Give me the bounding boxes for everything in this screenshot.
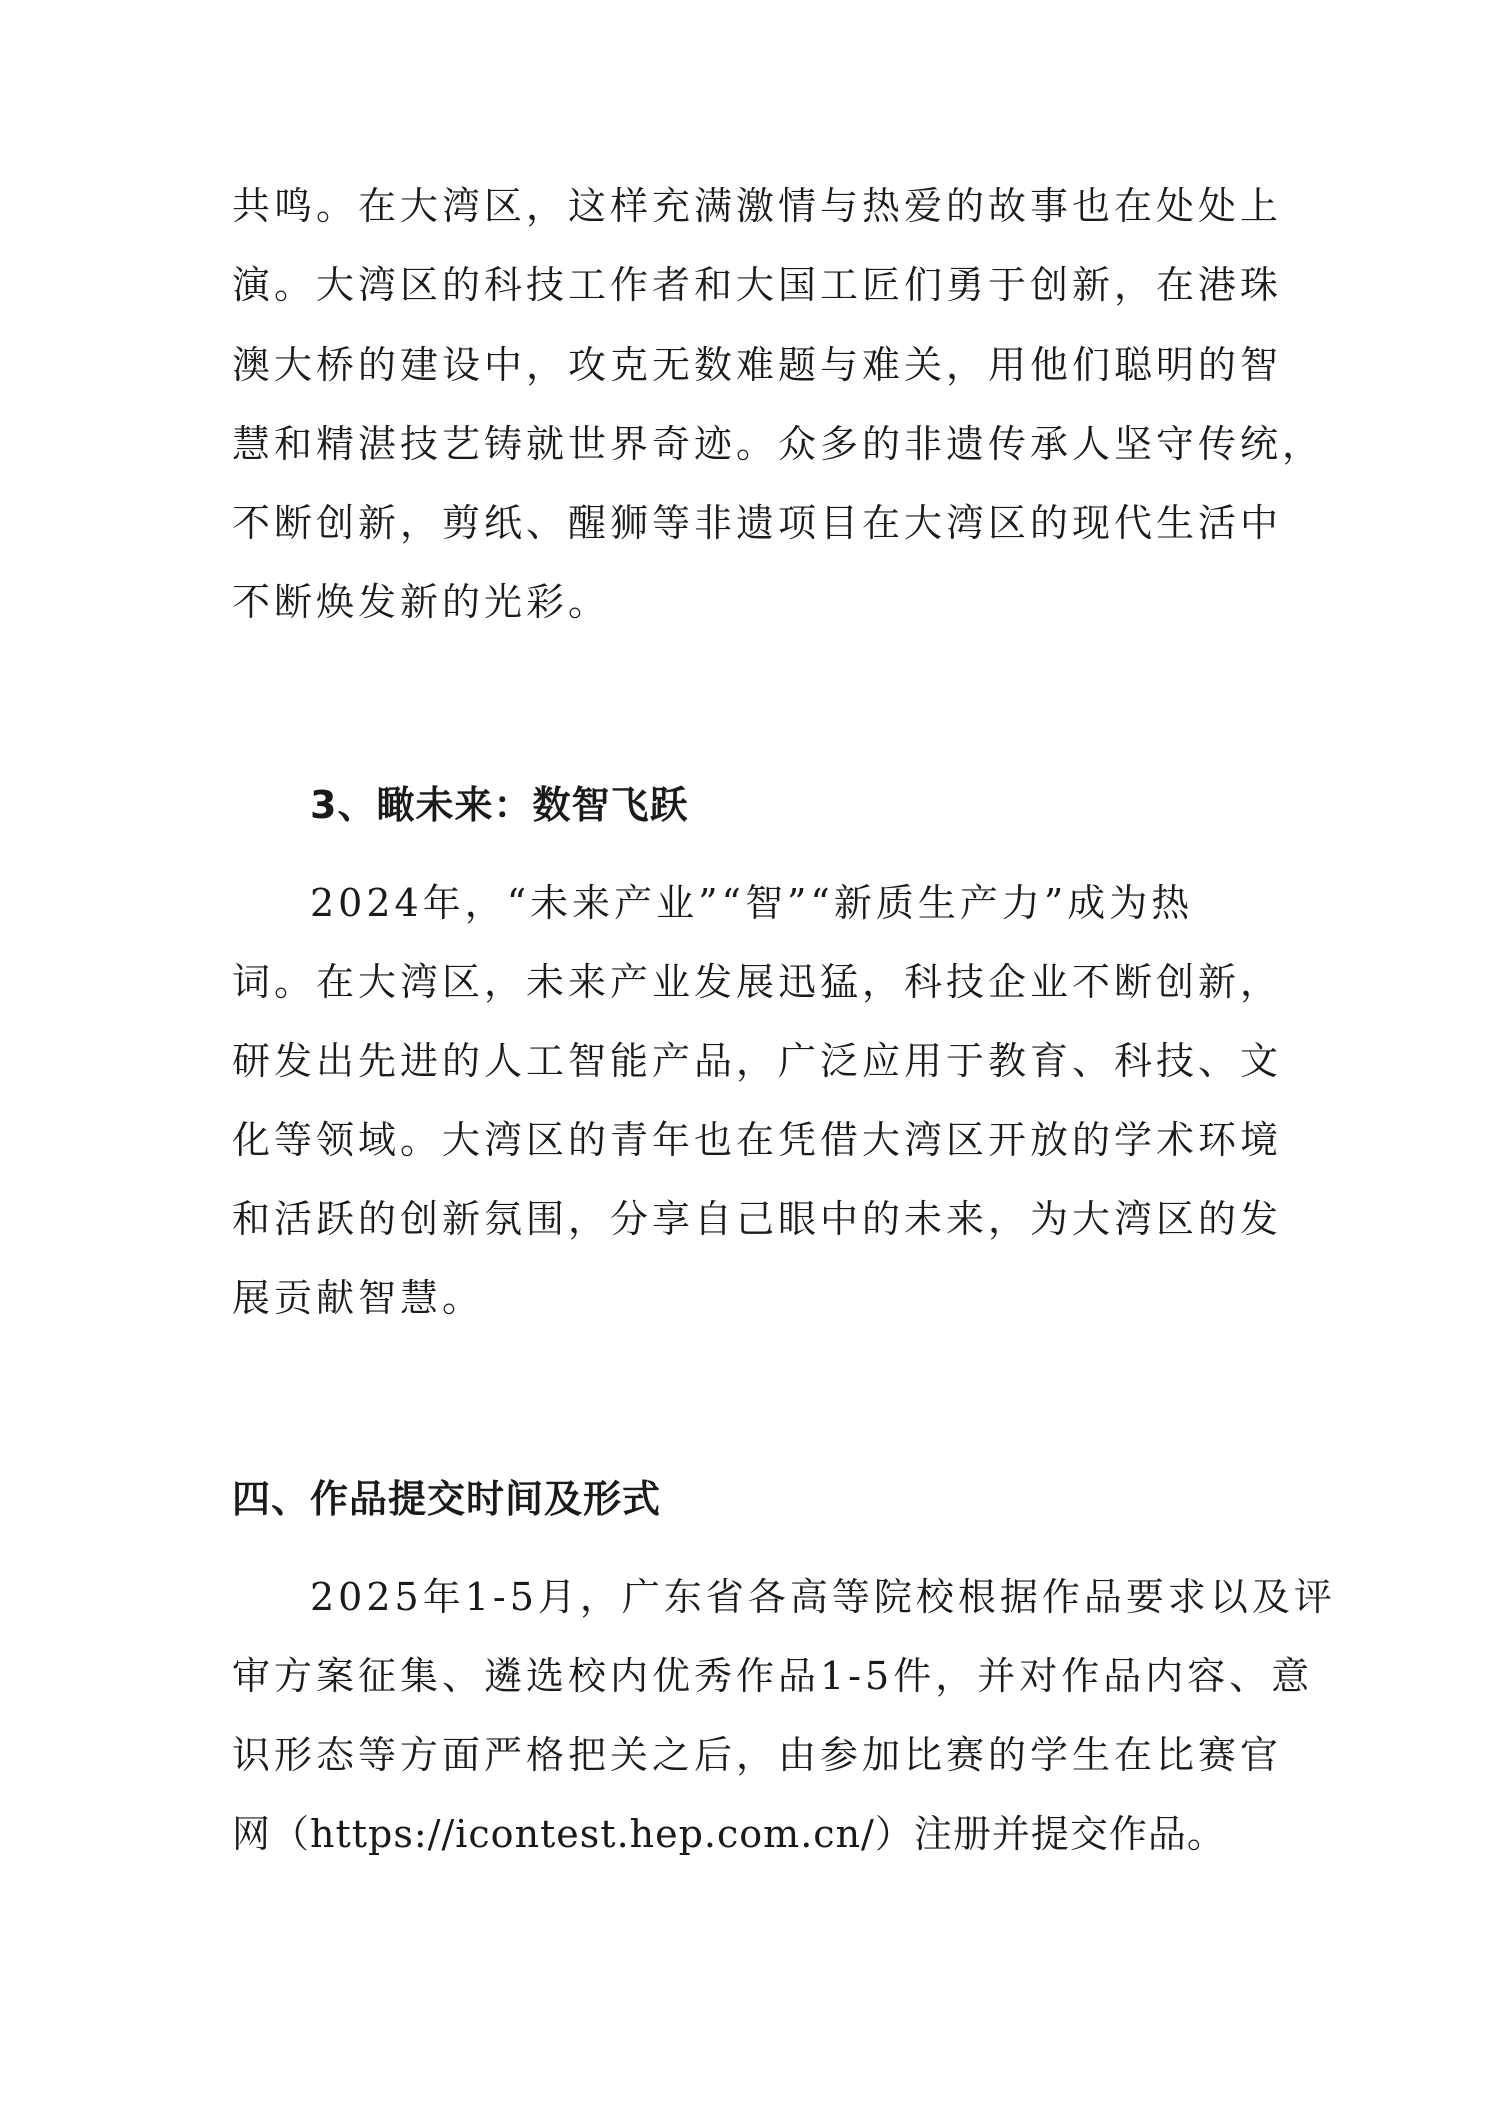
paragraph-line: 共鸣。在大湾区，这样充满激情与热爱的故事也在处处上 — [232, 184, 1283, 228]
paragraph-line: 展贡献智慧。 — [232, 1276, 485, 1320]
paragraph-line: 慧和精湛技艺铸就世界奇迹。众多的非遗传承人坚守传统， — [232, 422, 1325, 466]
paragraph-line: 研发出先进的人工智能产品，广泛应用于教育、科技、文 — [232, 1039, 1283, 1083]
subsection-heading: 3、瞰未来：数智飞跃 — [310, 783, 689, 827]
paragraph-line: 识形态等方面严格把关之后，由参加比赛的学生在比赛官 — [232, 1733, 1283, 1777]
section-heading: 四、作品提交时间及形式 — [232, 1477, 662, 1521]
paragraph-line: 2025年1-5月，广东省各高等院校根据作品要求以及评 — [310, 1575, 1336, 1619]
paragraph-line: 和活跃的创新氛围，分享自己眼中的未来，为大湾区的发 — [232, 1197, 1283, 1241]
paragraph-line: 2024年，“未来产业”“智”“新质生产力”成为热 — [310, 881, 1194, 925]
paragraph-line: 审方案征集、遴选校内优秀作品1-5件，并对作品内容、意 — [232, 1654, 1314, 1698]
paragraph-line: 词。在大湾区，未来产业发展迅猛，科技企业不断创新， — [232, 960, 1283, 1004]
paragraph-line: 澳大桥的建设中，攻克无数难题与难关，用他们聪明的智 — [232, 343, 1283, 387]
paragraph-line: 不断创新，剪纸、醒狮等非遗项目在大湾区的现代生活中 — [232, 501, 1283, 545]
paragraph-line: 化等领域。大湾区的青年也在凭借大湾区开放的学术环境 — [232, 1118, 1283, 1162]
paragraph-line: 网（https://icontest.hep.com.cn/）注册并提交作品。 — [232, 1812, 1226, 1856]
paragraph-line: 不断焕发新的光彩。 — [232, 580, 611, 624]
paragraph-line: 演。大湾区的科技工作者和大国工匠们勇于创新，在港珠 — [232, 263, 1283, 307]
